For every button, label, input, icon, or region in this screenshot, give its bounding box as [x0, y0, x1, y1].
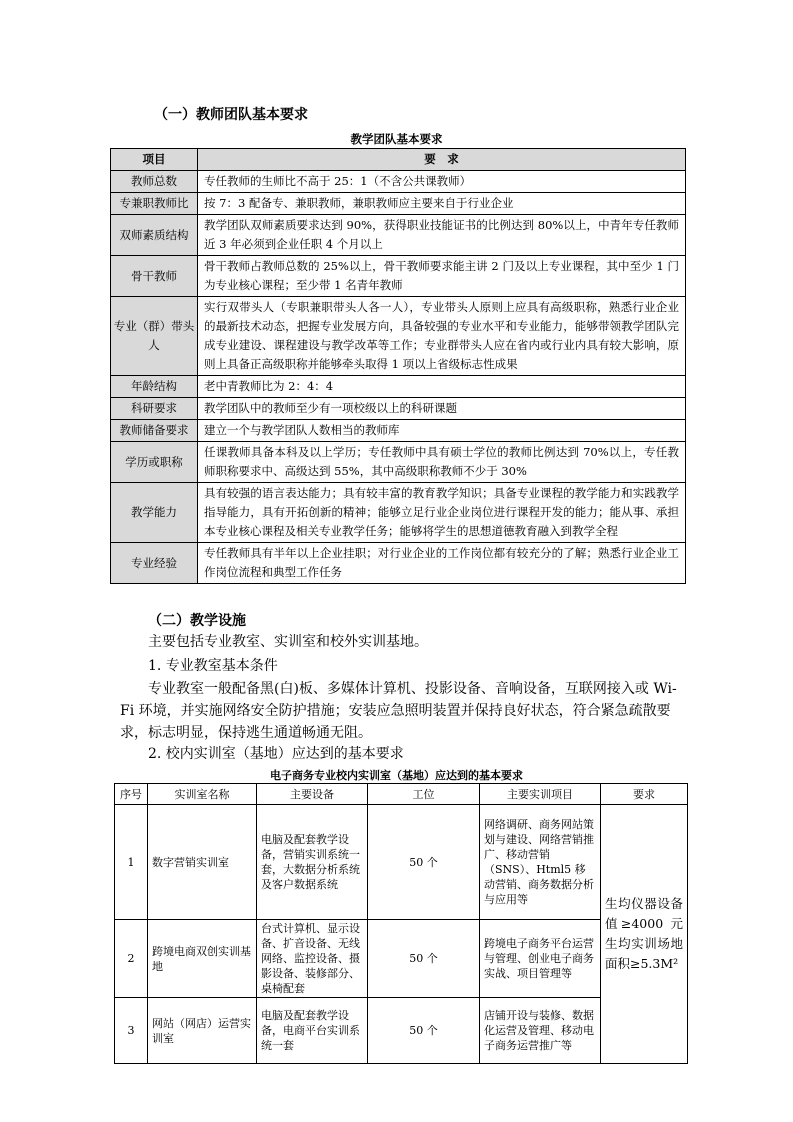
row-projects: 跨境电子商务平台运营与管理、创业电子商务实战、项目管理等 — [480, 920, 601, 998]
row-label: 年龄结构 — [111, 376, 198, 398]
table2-header-projects: 主要实训项目 — [480, 784, 601, 805]
row-stations: 50 个 — [368, 920, 480, 998]
table1-header-item: 项目 — [111, 149, 198, 171]
requirement-cell: 生均仪器设备值≥4000 元 生均实训场地面积≥5.3M² — [601, 805, 688, 1064]
table2-header-row — [115, 784, 688, 805]
row-stations: 50 个 — [368, 805, 480, 920]
table-row — [111, 483, 686, 543]
section-heading-teaching-facilities: （二）教学设施 — [148, 613, 246, 629]
table-row — [111, 442, 686, 483]
row-value: 任课教师具备本科及以上学历；专任教师中具有硕士学位的教师比例达到 70%以上，专任教师职称要求中、高级达到 55%，其中高级职称教师不少于 30% — [198, 442, 686, 483]
row-equipment: 电脑及配套教学设备，营销实训系统一套，大数据分析系统及客户数据系统 — [257, 805, 368, 920]
row-value: 实行双带头人（专职兼职带头人各一人），专业带头人原则上应具有高级职称，熟悉行业企业的最新技术动态，把握专业发展方向，具备较强的专业水平和专业能力，能够带领教学团队完成专业建设、课程建设与教学改革等工作；专业群带头人应在省内或行业内具有较大影响，原则上具备正高级职称并能够牵头取得 1 项以上省级标志性成果 — [198, 297, 686, 376]
table-row — [115, 805, 688, 920]
row-no: 1 — [115, 805, 148, 920]
row-projects: 网络调研、商务网站策划与建设、网络营销推广、移动营销（SNS）、Html5 移动营销、商务数据分析与应用等 — [480, 805, 601, 920]
row-projects: 店铺开设与装修、数据化运营及管理、移动电子商务运营推广等 — [480, 998, 601, 1064]
row-label: 科研要求 — [111, 398, 198, 420]
table2-caption: 电子商务专业校内实训室（基地）应达到的基本要求 — [270, 769, 523, 782]
row-stations: 50 个 — [368, 998, 480, 1064]
table2-header-name: 实训室名称 — [148, 784, 257, 805]
row-label: 学历或职称 — [111, 442, 198, 483]
table-row — [111, 297, 686, 376]
row-value: 教学团队双师素质要求达到 90%，获得职业技能证书的比例达到 80%以上，中青年专任教师近 3 年必须到企业任职 4 个月以上 — [198, 215, 686, 256]
table-row — [111, 256, 686, 297]
table2-header-requirement: 要求 — [601, 784, 688, 805]
row-name: 网站（网店）运营实训室 — [148, 998, 257, 1064]
item1-body: 专业教室一般配备黑(白)板、多媒体计算机、投影设备、音响设备，互联网接入或 Wi-Fi 环境，并实施网络安全防护措施；安装应急照明装置并保持良好状态，符合紧急疏散要求，标志明显，保持逃生通道畅通无阻。 — [120, 681, 677, 741]
row-value: 骨干教师占教师总数的 25%以上，骨干教师要求能主讲 2 门及以上专业课程，其中至少 1 门为专业核心课程；至少带 1 名青年教师 — [198, 256, 686, 297]
row-value: 教学团队中的教师至少有一项校级以上的科研课题 — [198, 398, 686, 420]
row-label: 教学能力 — [111, 483, 198, 543]
row-value: 老中青教师比为 2：4：4 — [198, 376, 686, 398]
table-row — [111, 543, 686, 584]
row-equipment: 台式计算机、显示设备、扩音设备、无线网络、监控设备、摄影设备、装修部分、桌椅配套 — [257, 920, 368, 998]
table-row — [111, 398, 686, 420]
table2-header-equipment: 主要设备 — [257, 784, 368, 805]
item1-title: 1. 专业教室基本条件 — [148, 658, 278, 674]
table-row — [111, 215, 686, 256]
row-value: 专任教师的生师比不高于 25：1（不含公共课教师） — [198, 171, 686, 193]
row-no: 2 — [115, 920, 148, 998]
row-label: 专兼职教师比 — [111, 193, 198, 215]
row-name: 数字营销实训室 — [148, 805, 257, 920]
row-label: 教师总数 — [111, 171, 198, 193]
table-row — [111, 420, 686, 442]
section-heading-teacher-team: （一）教师团队基本要求 — [154, 107, 308, 123]
row-label: 专业经验 — [111, 543, 198, 584]
table1-header-row — [111, 149, 686, 171]
row-value: 具有较强的语言表达能力；具有较丰富的教育教学知识；具备专业课程的教学能力和实践教学指导能力，具有开拓创新的精神；能够立足行业企业岗位进行课程开发的能力；能从事、承担本专业核心课程及相关专业教学任务；能够将学生的思想道德教育融入到教学全程 — [198, 483, 686, 543]
row-label: 双师素质结构 — [111, 215, 198, 256]
table-row — [111, 193, 686, 215]
training-room-requirements-table — [114, 783, 696, 1064]
row-value: 建立一个与教学团队人数相当的教师库 — [198, 420, 686, 442]
row-equipment: 电脑及配套教学设备，电商平台实训系统一套 — [257, 998, 368, 1064]
table1-header-requirement: 要 求 — [198, 149, 686, 171]
row-label: 骨干教师 — [111, 256, 198, 297]
table2-header-stations: 工位 — [368, 784, 480, 805]
table-row — [111, 376, 686, 398]
row-label: 专业（群）带头人 — [111, 297, 198, 376]
table2-header-no: 序号 — [115, 784, 148, 805]
row-no: 3 — [115, 998, 148, 1064]
teacher-team-requirements-table — [110, 148, 686, 584]
row-name: 跨境电商双创实训基地 — [148, 920, 257, 998]
item2-title: 2. 校内实训室（基地）应达到的基本要求 — [148, 746, 404, 762]
row-label: 教师储备要求 — [111, 420, 198, 442]
row-value: 专任教师具有半年以上企业挂职；对行业企业的工作岗位都有较充分的了解；熟悉行业企业工作岗位流程和典型工作任务 — [198, 543, 686, 584]
facilities-intro: 主要包括专业教室、实训室和校外实训基地。 — [148, 634, 428, 650]
row-value: 按 7：3 配备专、兼职教师，兼职教师应主要来自于行业企业 — [198, 193, 686, 215]
table1-caption: 教学团队基本要求 — [350, 132, 443, 146]
table-row — [111, 171, 686, 193]
